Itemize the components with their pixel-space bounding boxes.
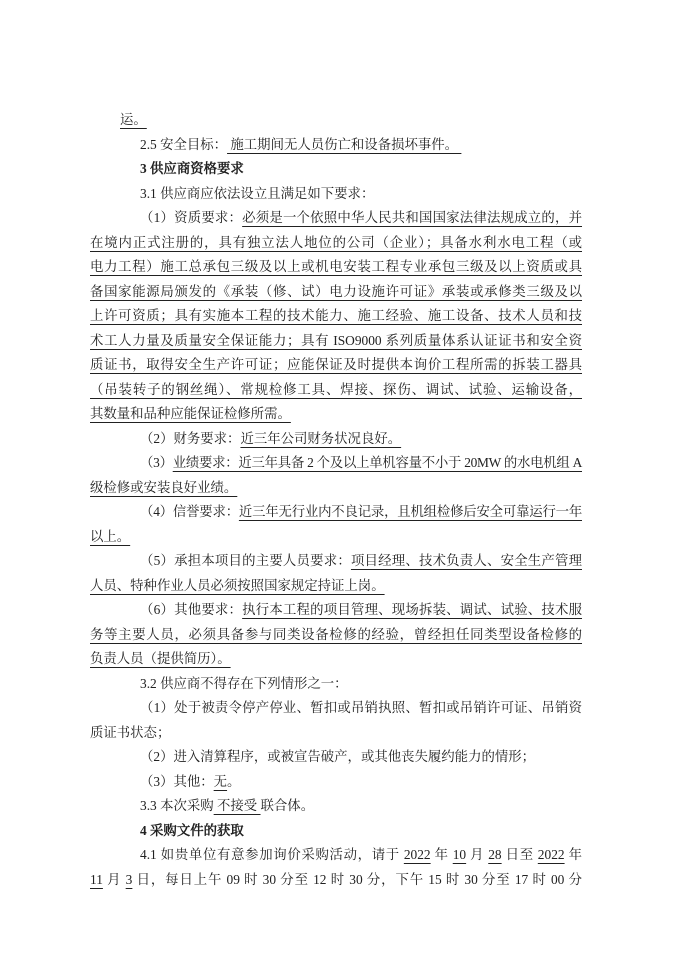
text-run: 。 xyxy=(227,773,241,789)
underlined-text: （吊装转子的钢丝绳）、常规检修工具、焊接、探伤、调试、试验、运输设备， xyxy=(90,381,582,397)
doc-line xyxy=(90,133,582,158)
doc-line xyxy=(90,868,582,893)
underlined-text: 近三年公司财务状况良好。 xyxy=(240,430,402,446)
doc-line xyxy=(90,157,582,182)
doc-line xyxy=(90,598,582,623)
text-run: 2.5 安全目标： xyxy=(140,136,228,152)
doc-line xyxy=(90,206,582,231)
underlined-text: 在境内正式注册的，具有独立法人地位的公司（企业）；具备水利水电工程（或 xyxy=(90,234,582,250)
underlined-text: 2022 xyxy=(403,847,431,862)
doc-line xyxy=(90,770,582,795)
doc-line xyxy=(90,304,582,329)
text-run: 联合体。 xyxy=(260,798,315,813)
doc-line xyxy=(90,696,582,721)
text-run: （1）资质要求： xyxy=(140,210,243,225)
underlined-text: 以上。 xyxy=(90,528,131,544)
underlined-text: 不接受 xyxy=(213,798,261,813)
doc-line xyxy=(90,231,582,256)
underlined-text: 质证书，取得安全生产许可证；应能保证及时提供本询价工程所需的拆装工器具 xyxy=(90,357,582,372)
text-run: （1）处于被责令停产停业、暂扣或吊销执照、暂扣或吊销许可证、吊销资 xyxy=(140,700,582,715)
underlined-text: 2022 xyxy=(537,847,565,862)
text-run: （2）财务要求： xyxy=(140,430,241,446)
text-run: 3.1 供应商应依法设立且满足如下要求： xyxy=(140,185,375,201)
doc-line xyxy=(90,525,582,550)
doc-line xyxy=(90,182,582,207)
underlined-text: 28 xyxy=(488,847,502,862)
underlined-text: 电力工程）施工总承包三级及以上或机电安装工程专业承包三级及以上资质或具 xyxy=(90,259,582,274)
doc-line xyxy=(90,843,582,868)
underlined-text: 运。 xyxy=(120,112,147,127)
heading-text: 3 供应商资格要求 xyxy=(140,161,244,176)
underlined-text: 术工人力量及质量安全保证能力；具有 ISO9000 系列质量体系认证证书和安全资 xyxy=(90,332,582,348)
underlined-text: 执行本工程的项目管理、现场拆装、调试、试验、技术服 xyxy=(242,602,583,617)
underlined-text: 必须是一个依照中华人民共和国国家法律法规成立的，并 xyxy=(242,210,583,225)
doc-line xyxy=(90,427,582,452)
doc-line xyxy=(90,647,582,672)
underlined-text: 级检修或安装良好业绩。 xyxy=(90,479,238,495)
text-run: （4）信誉要求： xyxy=(140,504,239,519)
doc-line xyxy=(90,451,582,476)
underlined-text: 项目经理、技术负责人、安全生产管理 xyxy=(350,553,582,568)
doc-line xyxy=(90,329,582,354)
text-run: （2）进入清算程序，或被宣告破产，或其他丧失履约能力的情形； xyxy=(140,749,536,764)
doc-line xyxy=(90,402,582,427)
text-run: 3.3 本次采购 xyxy=(140,798,214,813)
underlined-text: 人员、特种作业人员必须按照国家规定持证上岗。 xyxy=(90,577,385,593)
doc-line xyxy=(90,745,582,770)
doc-line xyxy=(90,255,582,280)
underlined-text: 11 xyxy=(90,871,103,887)
text-run: （3）其他： xyxy=(140,773,214,789)
text-run: 月 xyxy=(102,871,126,887)
text-block xyxy=(90,108,582,892)
underlined-text: 施工期间无人员伤亡和设备损坏事件。 xyxy=(227,136,462,152)
doc-line xyxy=(90,574,582,599)
underlined-text: 3 xyxy=(125,871,133,887)
doc-line xyxy=(90,378,582,403)
text-run: 4.1 如贵单位有意参加询价采购活动，请于 xyxy=(140,847,404,862)
underlined-text: 负责人员（提供简历）。 xyxy=(90,651,231,666)
text-run: （5）承担本项目的主要人员要求： xyxy=(140,553,351,568)
text-run: 日至 xyxy=(501,847,538,862)
text-run: 3.2 供应商不得存在下列情形之一： xyxy=(140,675,348,691)
text-run: （6）其他要求： xyxy=(140,602,243,617)
underlined-text: 近三年无行业内不良记录，且机组检修后安全可靠运行一年 xyxy=(238,504,582,519)
doc-line xyxy=(90,353,582,378)
text-run: （3） xyxy=(140,455,173,470)
doc-line xyxy=(90,280,582,305)
doc-line xyxy=(90,721,582,746)
underlined-text: 上许可资质；具有实施本工程的技术能力、施工经验、施工设备、技术人员和技 xyxy=(90,308,582,323)
text-run: 年 xyxy=(564,847,582,862)
underlined-text: 业绩要求：近三年具备 2 个及以上单机容量不小于 20MW 的水电机组 A xyxy=(172,455,582,470)
doc-line xyxy=(90,476,582,501)
doc-line xyxy=(90,672,582,697)
underlined-text: 务等主要人员，必须具备参与同类设备检修的经验，曾经担任同类型设备检修的 xyxy=(90,626,582,642)
doc-line xyxy=(90,108,582,133)
doc-line xyxy=(90,549,582,574)
underlined-text: 无 xyxy=(213,773,228,789)
underlined-text: 其数量和品种应能保证检修所需。 xyxy=(90,406,291,421)
doc-line xyxy=(90,794,582,819)
doc-line xyxy=(90,819,582,844)
heading-text: 4 采购文件的获取 xyxy=(140,822,244,838)
doc-line xyxy=(90,623,582,648)
underlined-text: 10 xyxy=(452,847,467,862)
text-run: 月 xyxy=(466,847,489,862)
underlined-text: 备国家能源局颁发的《承装（修、试）电力设施许可证》承装或承修类三级及以 xyxy=(90,283,582,299)
text-run: 年 xyxy=(430,847,453,862)
text-run: 质证书状态； xyxy=(90,724,171,740)
text-run: 日，每日上午 09 时 30 分至 12 时 30 分，下午 15 时 30 分至 17 时 00 分 xyxy=(132,871,582,887)
doc-line xyxy=(90,500,582,525)
